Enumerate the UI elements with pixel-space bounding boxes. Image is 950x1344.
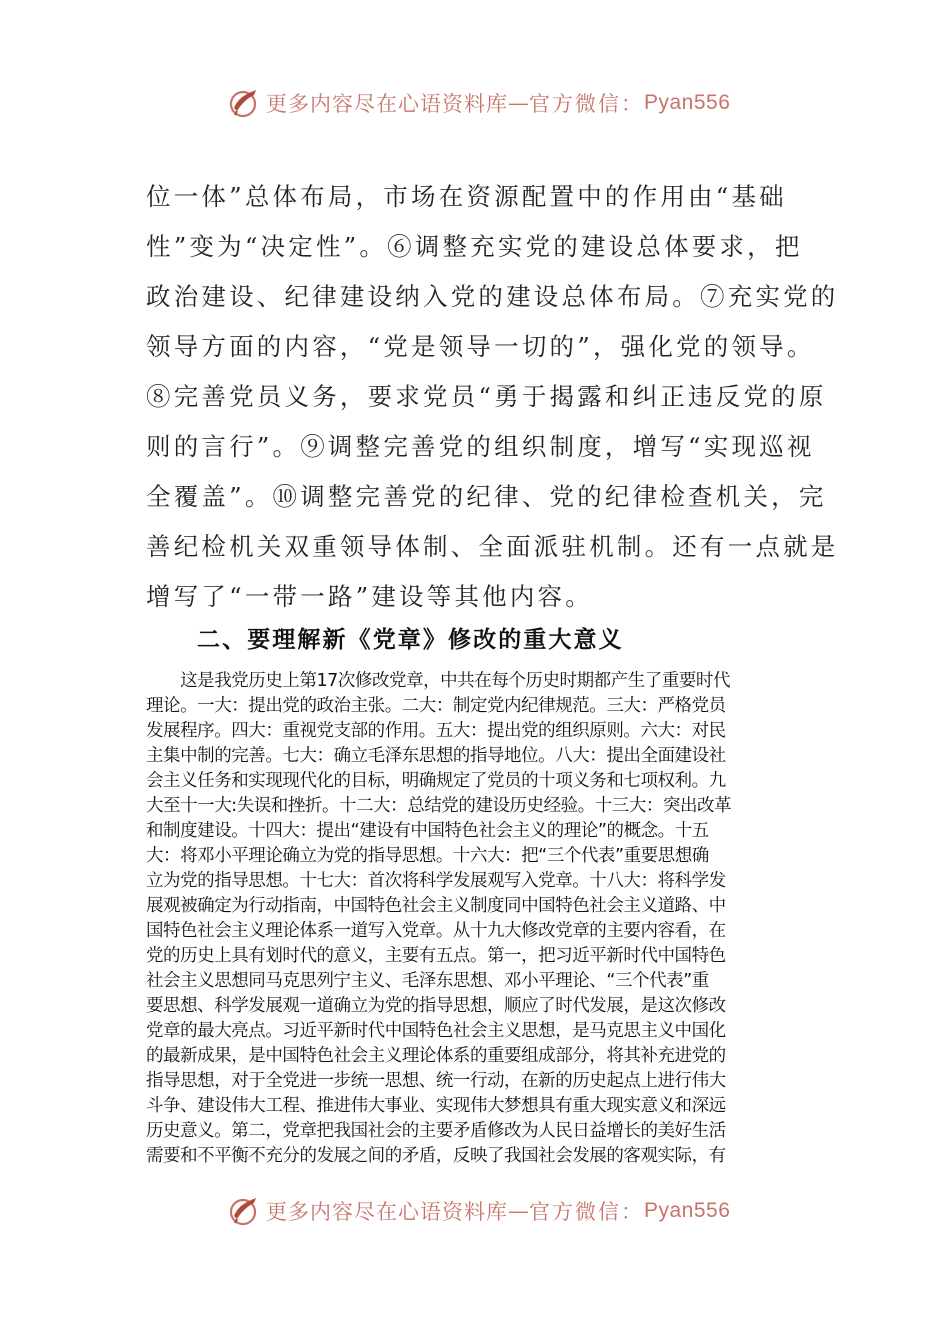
banner-text: 更多内容尽在心语资料库 <box>266 92 508 116</box>
paragraph-line: 善纪检机关双重领导体制、全面派驻机制。还有一点就是 <box>146 532 839 561</box>
paragraph-line: 位一体”总体布局，市场在资源配置中的作用由“基础 <box>146 182 787 211</box>
body-line: 指导思想，对于全党进一步统一思想、统一行动，在新的历史起点上进行伟大 <box>146 1071 726 1091</box>
banner-wechat-id: Pyan556 <box>644 91 731 114</box>
body-line: 党的历史上具有划时代的意义，主要有五点。第一，把习近平新时代中国特色 <box>146 946 726 966</box>
body-line: 这是我党历史上第17次修改党章，中共在每个历史时期都产生了重要时代 <box>146 671 731 691</box>
body-line: 大：将邓小平理论确立为党的指导思想。十六大：把“三个代表”重要思想确 <box>146 846 709 866</box>
pen-circle-logo-icon <box>228 86 262 120</box>
body-line: 主集中制的完善。七大：确立毛泽东思想的指导地位。八大：提出全面建设社 <box>146 746 726 766</box>
header-banner <box>228 83 730 123</box>
body-line: 展观被确定为行动指南，中国特色社会主义制度同中国特色社会主义道路、中 <box>146 896 726 916</box>
body-line: 党章的最大亮点。习近平新时代中国特色社会主义思想，是马克思主义中国化 <box>146 1021 726 1041</box>
pen-circle-logo-icon <box>228 1194 262 1228</box>
paragraph-line: 增写了“一带一路”建设等其他内容。 <box>146 582 593 611</box>
paragraph-line: 政治建设、纪律建设纳入党的建设总体布局。⑦充实党的 <box>146 282 839 311</box>
body-line: 理论。一大：提出党的政治主张。二大：制定党内纪律规范。三大：严格党员 <box>146 696 726 716</box>
banner-label: 官方微信： <box>529 92 644 116</box>
paragraph-line: 全覆盖”。⑩调整完善党的纪律、党的纪律检查机关，完 <box>146 482 827 511</box>
footer-banner <box>228 1191 730 1231</box>
body-line: 国特色社会主义理论体系一道写入党章。从十九大修改党章的主要内容看，在 <box>146 921 726 941</box>
body-line: 会主义任务和实现现代化的目标，明确规定了党员的十项义务和七项权利。九 <box>146 771 726 791</box>
body-line: 立为党的指导思想。十七大：首次将科学发展观写入党章。十八大：将科学发 <box>146 871 726 891</box>
body-line: 历史意义。第二，党章把我国社会的主要矛盾修改为人民日益增长的美好生活 <box>146 1121 726 1141</box>
paragraph-line: 则的言行”。⑨调整完善党的组织制度，增写“实现巡视 <box>146 432 815 461</box>
paragraph-line: 领导方面的内容，“党是领导一切的”，强化党的领导。 <box>146 332 815 361</box>
banner-text: 更多内容尽在心语资料库 <box>266 1200 508 1224</box>
body-line: 和制度建设。十四大：提出“建设有中国特色社会主义的理论”的概念。十五 <box>146 821 709 841</box>
banner-label: 官方微信： <box>529 1200 644 1224</box>
section-heading: 二、要理解新《党章》修改的重大意义 <box>197 627 624 653</box>
paragraph-line: ⑧完善党员义务，要求党员“勇于揭露和纠正违反党的原 <box>146 382 827 411</box>
banner-separator: — <box>508 1199 529 1223</box>
paragraph-line: 性”变为“决定性”。⑥调整充实党的建设总体要求，把 <box>146 232 803 261</box>
body-line: 斗争、建设伟大工程、推进伟大事业、实现伟大梦想具有重大现实意义和深远 <box>146 1096 726 1116</box>
body-line: 的最新成果，是中国特色社会主义理论体系的重要组成部分，将其补充进党的 <box>146 1046 726 1066</box>
body-line: 发展程序。四大：重视党支部的作用。五大：提出党的组织原则。六大：对民 <box>146 721 726 741</box>
body-line: 社会主义思想同马克思列宁主义、毛泽东思想、邓小平理论、“三个代表”重 <box>146 971 709 991</box>
banner-separator: — <box>508 91 529 115</box>
body-line: 需要和不平衡不充分的发展之间的矛盾，反映了我国社会发展的客观实际，有 <box>146 1146 726 1166</box>
banner-wechat-id: Pyan556 <box>644 1199 731 1222</box>
body-line: 大至十一大:失误和挫折。十二大：总结党的建设历史经验。十三大：突出改革 <box>146 796 732 816</box>
body-line: 要思想、科学发展观一道确立为党的指导思想，顺应了时代发展，是这次修改 <box>146 996 726 1016</box>
